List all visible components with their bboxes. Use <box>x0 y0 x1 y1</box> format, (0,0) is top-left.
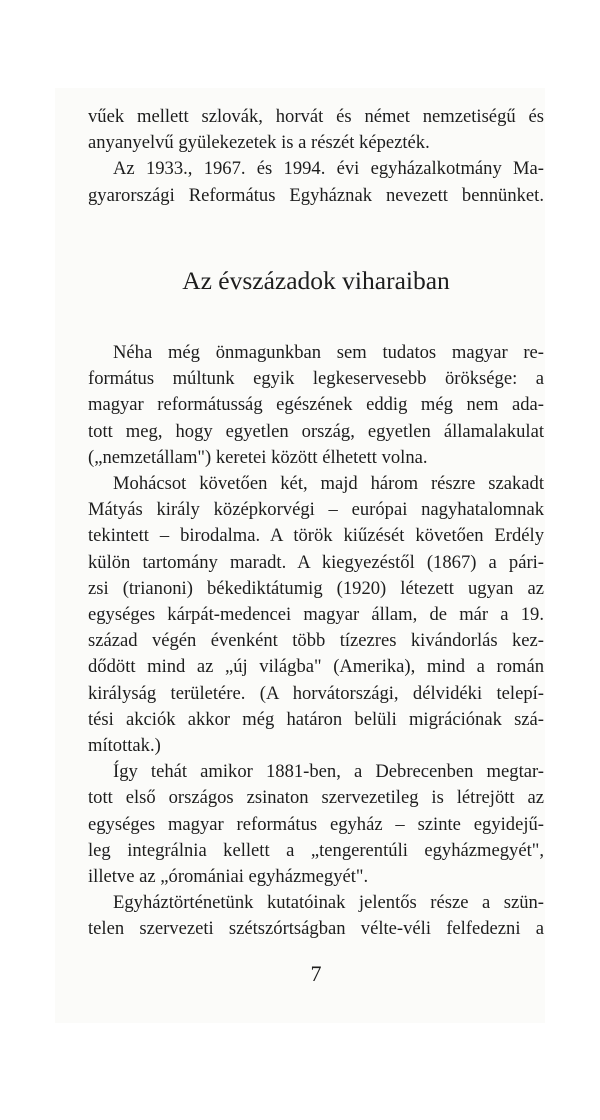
text-line: vűek mellett szlovák, horvát és német nemzetiségű és <box>88 106 544 127</box>
text-line: tekintett – birodalma. A török kiűzését követően Erdély <box>88 525 544 547</box>
text-line: Néha még önmagunkban sem tudatos magyar re- <box>113 342 544 363</box>
text-line: tési akciók akkor még határon belüli migrációnak szá- <box>88 708 544 730</box>
section-heading: Az évszázadok viharaiban <box>182 266 450 295</box>
text-line: század végén évenként több tízezres kivándorlás kez- <box>88 630 544 652</box>
text-line: mítottak.) <box>88 735 161 757</box>
text-line: tott meg, hogy egyetlen ország, egyetlen államalakulat <box>88 420 544 442</box>
text-line: gyarországi Református Egyháznak nevezett bennünket. <box>88 184 544 206</box>
section-text-block <box>88 340 544 943</box>
text-line: anyanyelvű gyülekezetek is a részét képezték. <box>88 132 430 154</box>
book-page <box>55 88 545 1023</box>
intro-text-block <box>88 104 544 209</box>
text-line: dődött mind az „új világba" (Amerika), mind a román <box>88 656 544 678</box>
text-line: magyar reformátusság egészének eddig még nem ada- <box>88 394 544 416</box>
text-line: Mátyás király középkorvégi – európai nagyhatalomnak <box>88 499 544 521</box>
text-line: külön tartomány maradt. A kiegyezéstől (1867) a pári- <box>88 551 544 573</box>
text-line: Az 1933., 1967. és 1994. évi egyházalkotmány Ma- <box>113 158 544 180</box>
text-line: Így tehát amikor 1881-ben, a Debrecenben megtar- <box>113 761 544 783</box>
text-line: királyság területére. (A horvátországi, délvidéki telepí- <box>88 682 544 704</box>
text-line: zsi (trianoni) békediktátumig (1920) létezett ugyan az <box>88 577 544 599</box>
text-line: Egyháztörténetünk kutatóinak jelentős része a szün- <box>113 892 544 914</box>
text-line: leg integrálnia kellett a „tengerentúli egyházmegyét", <box>88 839 544 861</box>
text-line: illetve az „óromániai egyházmegyét". <box>88 866 369 888</box>
text-line: telen szervezeti szétszórtságban vélte-véli felfedezni a <box>88 918 544 940</box>
text-line: egységes kárpát-medencei magyar állam, de már a 19. <box>88 604 544 626</box>
text-line: egységes magyar református egyház – szinte egyidejű- <box>88 813 544 835</box>
text-line: Mohácsot követően két, majd három részre szakadt <box>113 473 544 495</box>
text-line: tott első országos zsinaton szervezetileg is létrejött az <box>88 787 544 809</box>
page-number: 7 <box>310 961 322 986</box>
text-line: („nemzetállam") keretei között élhetett volna. <box>88 446 428 468</box>
text-line: formátus múltunk egyik legkeservesebb öröksége: a <box>88 368 544 390</box>
